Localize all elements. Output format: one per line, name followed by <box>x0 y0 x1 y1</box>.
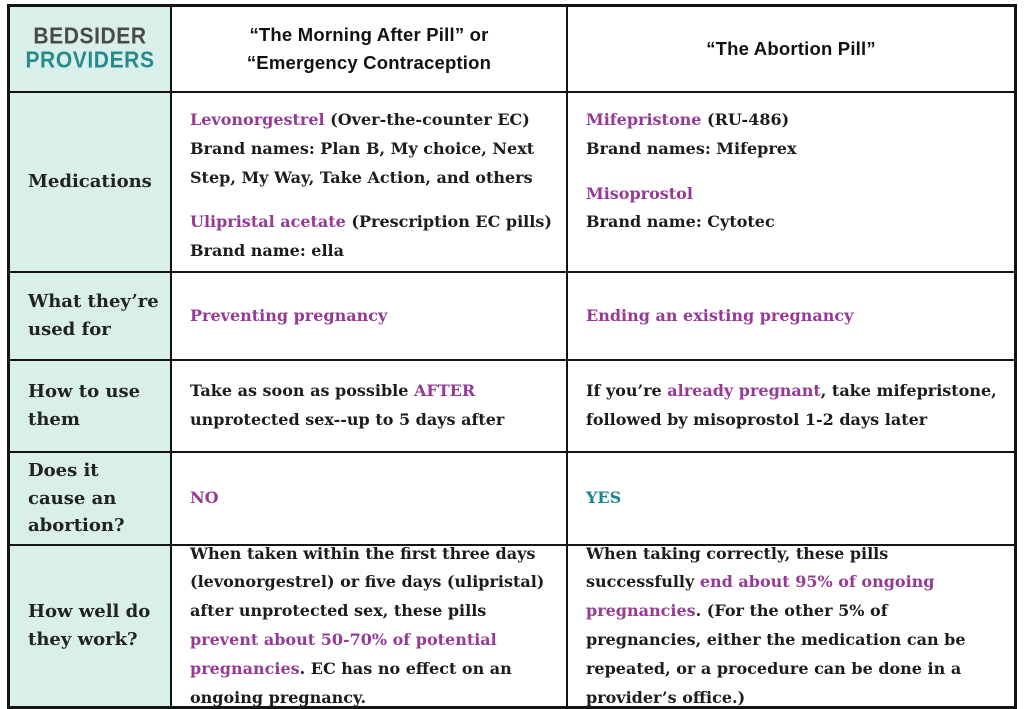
comparison-table <box>7 4 1017 709</box>
column-header-abortion-pill <box>568 7 1014 91</box>
row-label-how-well: How well do they work? <box>10 546 170 706</box>
cell-used-for-morning-after: Preventing pregnancy <box>172 273 566 359</box>
cell-how-to-use-abortion: If you’re already pregnant, take mifepristone, followed by misoprostol 1-2 days later <box>568 361 1014 451</box>
logo-word-providers: PROVIDERS <box>25 47 155 73</box>
cell-medications-abortion: Mifepristone (RU-486) Brand names: Mifeprex Misoprostol Brand name: Cytotec <box>568 93 1014 271</box>
row-label-used-for: What they’re used for <box>10 273 170 359</box>
column-header-line: “The Morning After Pill” or <box>249 24 489 46</box>
cell-causes-abortion-morning-after: NO <box>172 453 566 544</box>
cell-used-for-abortion: Ending an existing pregnancy <box>568 273 1014 359</box>
row-label-how-to-use: How to use them <box>10 361 170 451</box>
bedsider-providers-logo <box>25 25 154 74</box>
table-corner-logo-cell <box>10 7 170 91</box>
column-header-morning-after-pill <box>172 7 566 91</box>
row-label-medications: Medications <box>10 93 170 271</box>
cell-medications-morning-after: Levonorgestrel (Over-the-counter EC) Brand names: Plan B, My choice, Next Step, My Way, Take Action, and others Ulipristal acetate (Prescription EC pills) Brand name: ella <box>172 93 566 271</box>
cell-how-well-morning-after: When taken within the first three days (levonorgestrel) or five days (ulipristal) after unprotected sex, these pills prevent about 50-70% of potential pregnancies. EC has no effect on an ongoing pregnancy. <box>172 546 566 706</box>
logo-word-bedsider: BEDSIDER <box>33 23 147 49</box>
cell-causes-abortion-abortion: YES <box>568 453 1014 544</box>
cell-how-well-abortion: When taking correctly, these pills successfully end about 95% of ongoing pregnancies. (For the other 5% of pregnancies, either the medication can be repeated, or a procedure can be done in a provider’s office.) <box>568 546 1014 706</box>
cell-how-to-use-morning-after: Take as soon as possible AFTER unprotected sex--up to 5 days after <box>172 361 566 451</box>
column-header-line: “The Abortion Pill” <box>706 38 876 60</box>
column-header-line: “Emergency Contraception <box>246 52 492 73</box>
row-label-causes-abortion: Does it cause an abortion? <box>10 453 170 544</box>
